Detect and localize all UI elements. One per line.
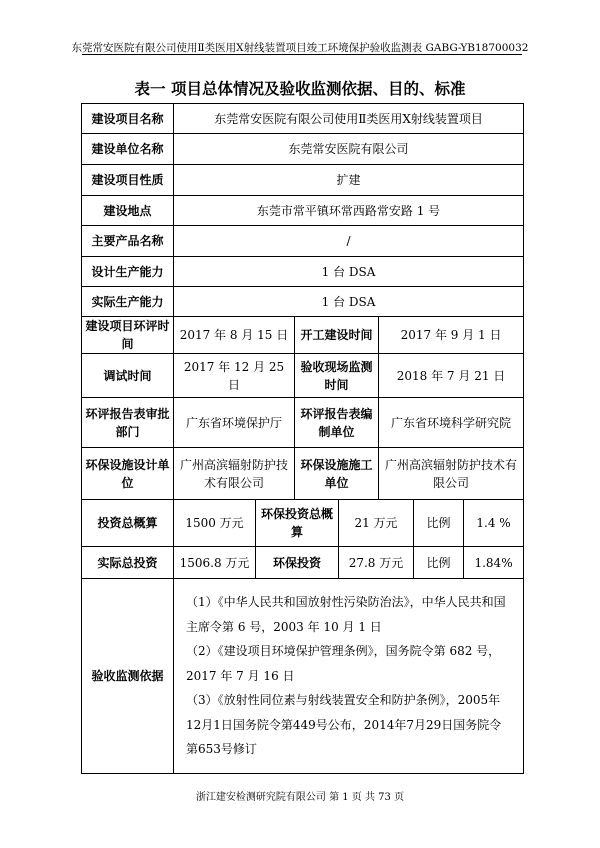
actual-ratio-label: 比例: [414, 547, 464, 579]
eia-time-label: 建设项目环评时间: [82, 317, 174, 354]
row-eia-time: [82, 317, 524, 354]
debug-time-value: 2017 年 12 月 25 日: [174, 354, 295, 398]
env-construction-label: 环保设施施工单位: [295, 448, 379, 500]
invest-budget-value: 1500 万元: [174, 500, 256, 547]
eia-approval-value: 广东省环境保护厅: [174, 398, 295, 448]
product-value: /: [174, 226, 524, 257]
env-design-value: 广州高滨辐射防护技术有限公司: [174, 448, 295, 500]
row-eia-approval: [82, 398, 524, 448]
invest-budget-label: 投资总概算: [82, 500, 174, 547]
project-name-label: 建设项目名称: [82, 104, 174, 134]
basis-item-1: （1）《中华人民共和国放射性污染防治法》，中华人民共和国主席令第 6 号，2003 年 10 月 1 日: [186, 595, 506, 634]
row-project-name: [82, 104, 524, 134]
location-label: 建设地点: [82, 196, 174, 226]
nature-value: 扩建: [174, 165, 524, 196]
basis-item-3: （3）《放射性同位素与射线装置安全和防护条例》，2005年12月1日国务院令第449号公布，2014年7月29日国务院令第653号修订: [186, 693, 502, 757]
env-design-label: 环保设施设计单位: [82, 448, 174, 500]
basis-label: 验收监测依据: [82, 579, 174, 774]
row-nature: [82, 165, 524, 196]
page-header: 东莞常安医院有限公司使用Ⅱ类医用Ⅹ射线装置项目竣工环境保护验收监测表 GABG-YB18700032: [71, 42, 529, 54]
table-title: 表一 项目总体情况及验收监测依据、目的、标准: [134, 79, 466, 98]
eia-time-value: 2017 年 8 月 15 日: [174, 317, 295, 354]
location-value: 东莞市常平镇环常西路常安路 1 号: [174, 196, 524, 226]
actual-capacity-value: 1 台 DSA: [174, 287, 524, 317]
product-label: 主要产品名称: [82, 226, 174, 257]
debug-time-label: 调试时间: [82, 354, 174, 398]
budget-ratio-value: 1.4 %: [464, 500, 524, 547]
project-info-table: [81, 103, 524, 774]
actual-capacity-label: 实际生产能力: [82, 287, 174, 317]
monitor-time-value: 2018 年 7 月 21 日: [379, 354, 524, 398]
project-name-value: 东莞常安医院有限公司使用Ⅱ类医用Ⅹ射线装置项目: [174, 104, 524, 134]
monitor-time-label: 验收现场监测时间: [295, 354, 379, 398]
row-basis: [82, 579, 524, 774]
env-invest-value: 27.8 万元: [339, 547, 414, 579]
unit-label: 建设单位名称: [82, 134, 174, 165]
row-location: [82, 196, 524, 226]
basis-item-2: （2）《建设项目环境保护管理条例》，国务院令第 682 号，2017 年 7 月 16 日: [186, 644, 501, 683]
row-actual-capacity: [82, 287, 524, 317]
start-time-value: 2017 年 9 月 1 日: [379, 317, 524, 354]
nature-label: 建设项目性质: [82, 165, 174, 196]
row-invest-budget: [82, 500, 524, 547]
env-construction-value: 广州高滨辐射防护技术有限公司: [379, 448, 524, 500]
row-unit: [82, 134, 524, 165]
env-invest-budget-label: 环保投资总概算: [256, 500, 339, 547]
start-time-label: 开工建设时间: [295, 317, 379, 354]
design-capacity-value: 1 台 DSA: [174, 257, 524, 287]
page-footer: 浙江建安检测研究院有限公司 第 1 页 共 73 页: [195, 792, 405, 803]
env-invest-label: 环保投资: [256, 547, 339, 579]
eia-compiler-label: 环评报告表编制单位: [295, 398, 379, 448]
row-env-facility: [82, 448, 524, 500]
env-invest-budget-value: 21 万元: [339, 500, 414, 547]
eia-compiler-value: 广东省环境科学研究院: [379, 398, 524, 448]
design-capacity-label: 设计生产能力: [82, 257, 174, 287]
row-debug-time: [82, 354, 524, 398]
actual-ratio-value: 1.84%: [464, 547, 524, 579]
header-rule: [82, 54, 522, 55]
basis-content: [174, 579, 524, 774]
row-design-capacity: [82, 257, 524, 287]
unit-value: 东莞常安医院有限公司: [174, 134, 524, 165]
eia-approval-label: 环评报告表审批部门: [82, 398, 174, 448]
row-invest-actual: [82, 547, 524, 579]
invest-actual-label: 实际总投资: [82, 547, 174, 579]
invest-actual-value: 1506.8 万元: [174, 547, 256, 579]
row-product: [82, 226, 524, 257]
budget-ratio-label: 比例: [414, 500, 464, 547]
